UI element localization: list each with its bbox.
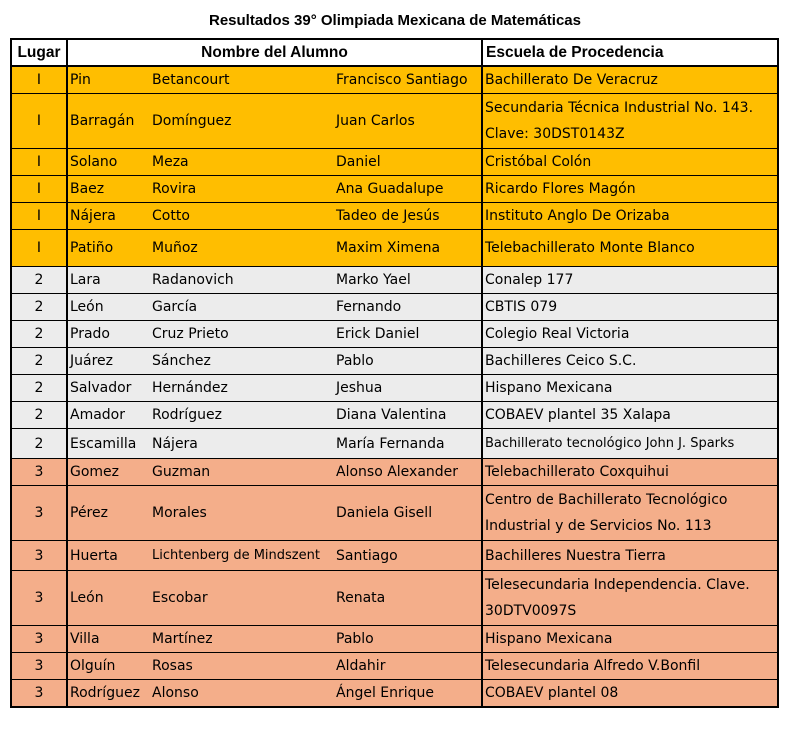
cell-apellido-paterno: Amador xyxy=(67,402,150,429)
table-row xyxy=(11,429,778,459)
cell-escuela: Hispano Mexicana xyxy=(482,626,778,653)
table-row xyxy=(11,402,778,429)
cell-apellido-materno: Nájera xyxy=(150,429,334,459)
page-title: Resultados 39° Olimpiada Mexicana de Matemáticas xyxy=(209,12,581,29)
cell-apellido-materno: Guzman xyxy=(150,459,334,486)
cell-escuela: Conalep 177 xyxy=(482,267,778,294)
cell-apellido-materno: Morales xyxy=(150,486,334,541)
cell-nombre: Daniel xyxy=(334,149,482,176)
cell-nombre: Fernando xyxy=(334,294,482,321)
cell-nombre: Tadeo de Jesús xyxy=(334,203,482,230)
table-row xyxy=(11,294,778,321)
cell-lugar: I xyxy=(11,149,67,176)
cell-apellido-materno: Cotto xyxy=(150,203,334,230)
cell-lugar: 2 xyxy=(11,321,67,348)
table-row xyxy=(11,486,778,541)
cell-apellido-materno: Rodríguez xyxy=(150,402,334,429)
cell-escuela: Telebachillerato Monte Blanco xyxy=(482,230,778,267)
header-lugar: Lugar xyxy=(11,39,67,66)
cell-lugar: 2 xyxy=(11,348,67,375)
cell-lugar: 2 xyxy=(11,402,67,429)
cell-nombre: Jeshua xyxy=(334,375,482,402)
cell-apellido-paterno: Gomez xyxy=(67,459,150,486)
cell-apellido-paterno: León xyxy=(67,571,150,626)
cell-lugar: 2 xyxy=(11,294,67,321)
cell-nombre: Pablo xyxy=(334,626,482,653)
cell-escuela: COBAEV plantel 35 Xalapa xyxy=(482,402,778,429)
cell-lugar: I xyxy=(11,66,67,94)
table-row xyxy=(11,541,778,571)
table-header-row xyxy=(11,39,778,66)
cell-apellido-paterno: Pérez xyxy=(67,486,150,541)
cell-apellido-materno: Sánchez xyxy=(150,348,334,375)
table-row xyxy=(11,348,778,375)
table-row xyxy=(11,653,778,680)
cell-escuela: Bachillerato tecnológico John J. Sparks xyxy=(482,429,778,459)
cell-apellido-paterno: Villa xyxy=(67,626,150,653)
cell-nombre: María Fernanda xyxy=(334,429,482,459)
cell-escuela: Ricardo Flores Magón xyxy=(482,176,778,203)
cell-apellido-paterno: Pin xyxy=(67,66,150,94)
cell-apellido-paterno: Escamilla xyxy=(67,429,150,459)
cell-lugar: I xyxy=(11,176,67,203)
table-row xyxy=(11,321,778,348)
cell-nombre: Juan Carlos xyxy=(334,94,482,149)
cell-lugar: 2 xyxy=(11,267,67,294)
table-body xyxy=(11,66,778,707)
table-row xyxy=(11,267,778,294)
cell-nombre: Pablo xyxy=(334,348,482,375)
cell-nombre: Ángel Enrique xyxy=(334,680,482,708)
cell-lugar: 3 xyxy=(11,680,67,708)
table-row xyxy=(11,203,778,230)
cell-apellido-paterno: Rodríguez xyxy=(67,680,150,708)
cell-escuela: COBAEV plantel 08 xyxy=(482,680,778,708)
cell-apellido-paterno: Juárez xyxy=(67,348,150,375)
cell-apellido-materno: Betancourt xyxy=(150,66,334,94)
cell-apellido-materno: Lichtenberg de Mindszent xyxy=(150,541,334,571)
cell-apellido-materno: García xyxy=(150,294,334,321)
header-nombre: Nombre del Alumno xyxy=(67,39,482,66)
cell-nombre: Marko Yael xyxy=(334,267,482,294)
cell-escuela: Bachillerato De Veracruz xyxy=(482,66,778,94)
cell-apellido-paterno: Prado xyxy=(67,321,150,348)
cell-lugar: 3 xyxy=(11,626,67,653)
table-row xyxy=(11,571,778,626)
cell-escuela: Hispano Mexicana xyxy=(482,375,778,402)
cell-nombre: Erick Daniel xyxy=(334,321,482,348)
header-escuela: Escuela de Procedencia xyxy=(482,39,778,66)
cell-apellido-materno: Rosas xyxy=(150,653,334,680)
cell-apellido-materno: Radanovich xyxy=(150,267,334,294)
cell-nombre: Maxim Ximena xyxy=(334,230,482,267)
table-row xyxy=(11,375,778,402)
cell-apellido-paterno: Huerta xyxy=(67,541,150,571)
cell-apellido-paterno: Olguín xyxy=(67,653,150,680)
table-row xyxy=(11,176,778,203)
cell-nombre: Santiago xyxy=(334,541,482,571)
cell-apellido-paterno: Patiño xyxy=(67,230,150,267)
cell-lugar: 3 xyxy=(11,541,67,571)
cell-lugar: I xyxy=(11,230,67,267)
cell-apellido-paterno: Salvador xyxy=(67,375,150,402)
cell-apellido-paterno: Nájera xyxy=(67,203,150,230)
cell-escuela: CBTIS 079 xyxy=(482,294,778,321)
cell-escuela: Bachilleres Ceico S.C. xyxy=(482,348,778,375)
cell-apellido-materno: Escobar xyxy=(150,571,334,626)
cell-nombre: Aldahir xyxy=(334,653,482,680)
cell-nombre: Diana Valentina xyxy=(334,402,482,429)
cell-lugar: I xyxy=(11,94,67,149)
cell-escuela: Secundaria Técnica Industrial No. 143. Clave: 30DST0143Z xyxy=(482,94,778,149)
cell-apellido-materno: Muñoz xyxy=(150,230,334,267)
cell-apellido-materno: Hernández xyxy=(150,375,334,402)
cell-apellido-materno: Alonso xyxy=(150,680,334,708)
cell-nombre: Alonso Alexander xyxy=(334,459,482,486)
cell-escuela: Telebachillerato Coxquihui xyxy=(482,459,778,486)
cell-apellido-materno: Meza xyxy=(150,149,334,176)
cell-apellido-paterno: Barragán xyxy=(67,94,150,149)
cell-lugar: 2 xyxy=(11,429,67,459)
cell-apellido-materno: Domínguez xyxy=(150,94,334,149)
cell-apellido-materno: Martínez xyxy=(150,626,334,653)
cell-lugar: 3 xyxy=(11,571,67,626)
cell-apellido-materno: Cruz Prieto xyxy=(150,321,334,348)
cell-escuela: Cristóbal Colón xyxy=(482,149,778,176)
cell-escuela: Bachilleres Nuestra Tierra xyxy=(482,541,778,571)
cell-nombre: Daniela Gisell xyxy=(334,486,482,541)
cell-nombre: Renata xyxy=(334,571,482,626)
cell-nombre: Ana Guadalupe xyxy=(334,176,482,203)
cell-apellido-paterno: Lara xyxy=(67,267,150,294)
table-row xyxy=(11,459,778,486)
table-row xyxy=(11,680,778,708)
cell-apellido-materno: Rovira xyxy=(150,176,334,203)
cell-escuela: Instituto Anglo De Orizaba xyxy=(482,203,778,230)
table-row xyxy=(11,149,778,176)
cell-nombre: Francisco Santiago xyxy=(334,66,482,94)
cell-lugar: 2 xyxy=(11,375,67,402)
cell-lugar: 3 xyxy=(11,459,67,486)
cell-escuela: Centro de Bachillerato Tecnológico Industrial y de Servicios No. 113 xyxy=(482,486,778,541)
cell-lugar: 3 xyxy=(11,486,67,541)
table-row xyxy=(11,94,778,149)
cell-apellido-paterno: León xyxy=(67,294,150,321)
cell-escuela: Colegio Real Victoria xyxy=(482,321,778,348)
table-row xyxy=(11,626,778,653)
table-row xyxy=(11,230,778,267)
results-table xyxy=(10,38,779,708)
table-row xyxy=(11,66,778,94)
cell-apellido-paterno: Solano xyxy=(67,149,150,176)
cell-lugar: 3 xyxy=(11,653,67,680)
cell-escuela: Telesecundaria Independencia. Clave. 30DTV0097S xyxy=(482,571,778,626)
cell-apellido-paterno: Baez xyxy=(67,176,150,203)
cell-escuela: Telesecundaria Alfredo V.Bonfil xyxy=(482,653,778,680)
cell-lugar: I xyxy=(11,203,67,230)
